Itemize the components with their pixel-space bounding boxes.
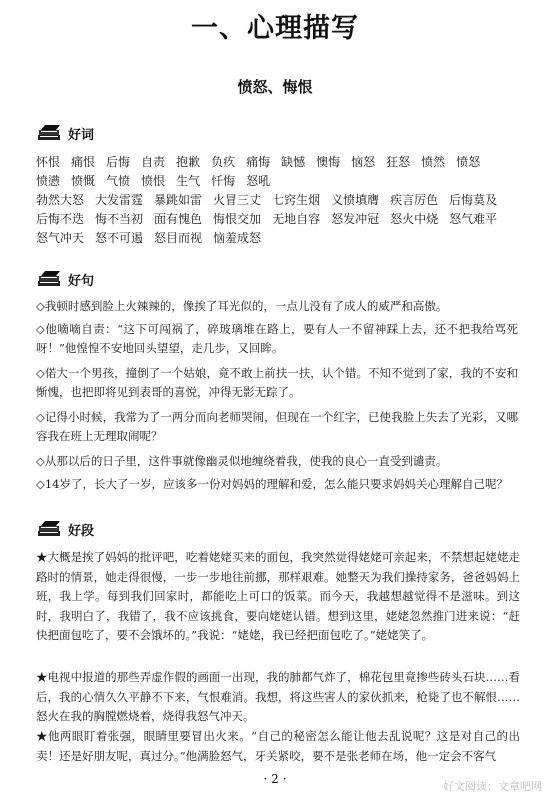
word-item: 大发雷霆 — [95, 193, 144, 207]
sentence-item: ◇他嘀嘀自责：“这下可闯祸了，碎玻璃堆在路上，要有人一不留神踩上去，还不把我给骂死呀！”他惶惶不安地回头望望，走几步，又回眸。 — [36, 322, 518, 355]
word-row — [36, 191, 516, 210]
word-item: 怀恨 — [36, 155, 61, 169]
word-item: 痛悔 — [246, 155, 271, 169]
word-item: 怒火中烧 — [390, 212, 439, 226]
word-item: 疾言厉色 — [390, 193, 439, 207]
sentence-item: ◇记得小时候，我常为了一两分而向老师哭闹，但现在一个红字，已使我脸上失去了光彩，又哪容我在班上无理取闹呢？ — [36, 410, 518, 443]
word-item: 后悔不迭 — [36, 212, 85, 226]
word-item: 暴跳如雷 — [154, 193, 203, 207]
word-item: 自责 — [141, 155, 166, 169]
heading-label: 好句 — [68, 273, 95, 289]
sentence-item: ◇14岁了，长大了一岁，应该多一份对妈妈的理解和爱，怎么能只要求妈妈关心理解自己呢？ — [36, 477, 508, 491]
word-item: 勃然大怒 — [36, 193, 85, 207]
word-item: 悔恨交加 — [213, 212, 262, 226]
book-stack-icon — [36, 124, 62, 142]
word-item: 怒发冲冠 — [331, 212, 380, 226]
word-item: 恼羞成怒 — [213, 231, 262, 245]
word-item: 后悔莫及 — [449, 193, 498, 207]
word-row — [36, 210, 516, 229]
word-item: 怒气冲天 — [36, 231, 85, 245]
heading-good-sentences — [36, 269, 94, 289]
word-item: 抱歉 — [176, 155, 201, 169]
word-item: 愤慨 — [71, 174, 96, 188]
word-item: 生气 — [176, 174, 201, 188]
paragraph-item: ★他两眼盯着张强，眼睛里要冒出火来。“自己的秘密怎么能让他去乱说呢？这是对自己的出卖！还是好朋友呢，真过分。”他满脸怒气，牙关紧咬，要不是张老师在场，他一定会不客气 — [36, 729, 520, 763]
heading-label: 好词 — [68, 127, 95, 143]
word-item: 缺憾 — [281, 155, 306, 169]
word-item: 负疚 — [211, 155, 236, 169]
word-item: 义愤填膺 — [331, 193, 380, 207]
paragraph-item: ★大概是挨了妈妈的批评吧，吃着姥姥买来的面包，我突然觉得姥姥可亲起来，不禁想起姥姥走路时的情景，她走得很慢，一步一步地往前挪，那样艰难。她整天为我们操持家务，爸爸妈妈上班，我上学。每到我们回家时，都能吃上可口的饭菜。而今天，我越想越觉得不是滋味。到这时，我明白了，我错了，我不应该挑食，要向姥姥认错。想到这里，姥姥忽然推门进来说：“赶快把面包吃了，要不会饿坏的。”我说：“姥姥，我已经把面包吃了。”姥姥笑了。 — [36, 550, 520, 642]
word-item: 面有愧色 — [154, 212, 203, 226]
word-item: 悔不当初 — [95, 212, 144, 226]
word-item: 后悔 — [106, 155, 131, 169]
word-list — [36, 153, 516, 248]
word-item: 恼怒 — [351, 155, 376, 169]
word-item: 怒吼 — [246, 174, 271, 188]
word-item: 愤懑 — [36, 174, 61, 188]
heading-good-paragraphs — [36, 519, 94, 539]
word-item: 七窍生烟 — [272, 193, 321, 207]
word-item: 懊悔 — [316, 155, 341, 169]
word-row — [36, 229, 516, 248]
word-item: 气愤 — [106, 174, 131, 188]
watermark: 好文阅读：文章吧网 — [443, 780, 542, 793]
word-item: 愤恨 — [141, 174, 166, 188]
word-item: 无地自容 — [272, 212, 321, 226]
chapter-title: 一、心理描写 — [191, 13, 359, 44]
heading-label: 好段 — [68, 523, 95, 539]
word-item: 怒不可遏 — [95, 231, 144, 245]
word-item: 火冒三丈 — [213, 193, 262, 207]
word-item: 怒气难平 — [449, 212, 498, 226]
word-item: 狂怒 — [386, 155, 411, 169]
heading-good-words — [36, 123, 94, 143]
page-number: · 2 · — [263, 772, 287, 786]
word-item: 愤然 — [421, 155, 446, 169]
sentence-item: ◇偌大一个男孩，撞倒了一个姑娘，竟不敢上前扶一扶，认个错。不知不觉到了家，我的不安和惭愧，也把即将见到表哥的喜悦，冲得无影无踪了。 — [36, 366, 518, 399]
word-item: 痛恨 — [71, 155, 96, 169]
word-row — [36, 172, 516, 191]
word-item: 愤怒 — [456, 155, 481, 169]
paragraph-item: ★电视中报道的那些弄虚作假的画面一出现，我的肺都气炸了，棉花包里竟掺些砖头石块……看后，我的心情久久平静不下来，气恨难消。我想，将这些害人的家伙抓来，枪毙了也不解恨……怒火在我的胸膛燃烧着，烧得我怒气冲天。 — [36, 670, 520, 723]
sentence-item: ◇我顿时感到脸上火辣辣的，像挨了耳光似的，一点儿没有了成人的威严和高傲。 — [36, 299, 448, 313]
sentence-item: ◇从那以后的日子里，这件事就像幽灵似地缠绕着我，使我的良心一直受到谴责。 — [36, 454, 448, 468]
word-item: 怒目而视 — [154, 231, 203, 245]
book-stack-icon — [36, 520, 62, 538]
word-row — [36, 153, 516, 172]
word-item: 忏悔 — [211, 174, 236, 188]
book-stack-icon — [36, 270, 62, 288]
section-title: 愤怒、悔恨 — [237, 78, 313, 96]
